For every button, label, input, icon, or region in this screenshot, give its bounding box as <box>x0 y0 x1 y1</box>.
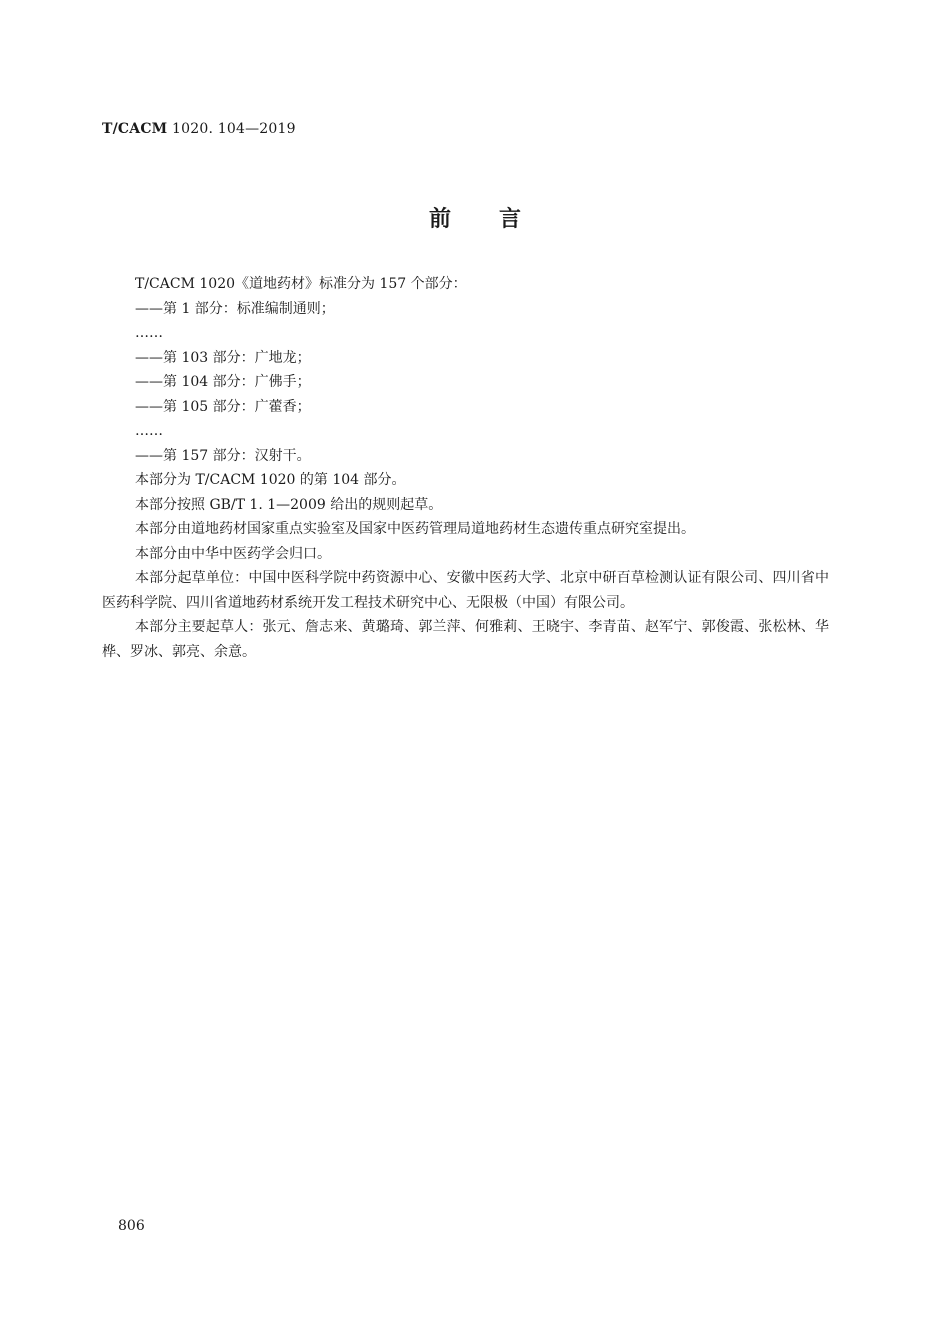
section-title <box>0 202 950 233</box>
text-line: ——第 157 部分：汉射干。 <box>135 447 311 464</box>
section-title-char-1: 前 <box>428 206 451 232</box>
text-line: …… <box>135 325 163 341</box>
drafters-paragraph: 本部分主要起草人：张元、詹志来、黄璐琦、郭兰萍、何雅莉、王晓宇、李青苗、赵军宁、郭俊霞、张松林、华桦、罗冰、郭亮、余意。 <box>102 619 829 660</box>
text-line: ——第 104 部分：广佛手； <box>135 374 311 390</box>
page-number: 806 <box>118 1218 145 1234</box>
foreword-body <box>102 272 829 664</box>
text-line: …… <box>135 423 163 439</box>
section-title-char-2: 言 <box>499 206 522 232</box>
drafting-units-paragraph: 本部分起草单位：中国中医科学院中药资源中心、安徽中医药大学、北京中研百草检测认证有限公司、四川省中医药科学院、四川省道地药材系统开发工程技术研究中心、无限极（中国）有限公司。 <box>102 570 829 611</box>
document-code <box>102 121 296 137</box>
text-line: 本部分由中华中医药学会归口。 <box>135 545 331 562</box>
document-code-prefix: T/CACM <box>102 121 168 137</box>
text-line: 本部分为 T/CACM 1020 的第 104 部分。 <box>135 472 406 488</box>
text-line: ——第 1 部分：标准编制通则； <box>135 300 335 317</box>
text-line: T/CACM 1020《道地药材》标准分为 157 个部分： <box>135 276 467 292</box>
text-line: ——第 103 部分：广地龙； <box>135 349 311 366</box>
document-code-number: 1020. 104—2019 <box>167 121 296 137</box>
text-line: ——第 105 部分：广藿香； <box>135 398 311 415</box>
text-line: 本部分由道地药材国家重点实验室及国家中医药管理局道地药材生态遗传重点研究室提出。 <box>135 521 695 537</box>
text-line: 本部分按照 GB/T 1. 1—2009 给出的规则起草。 <box>135 496 443 513</box>
